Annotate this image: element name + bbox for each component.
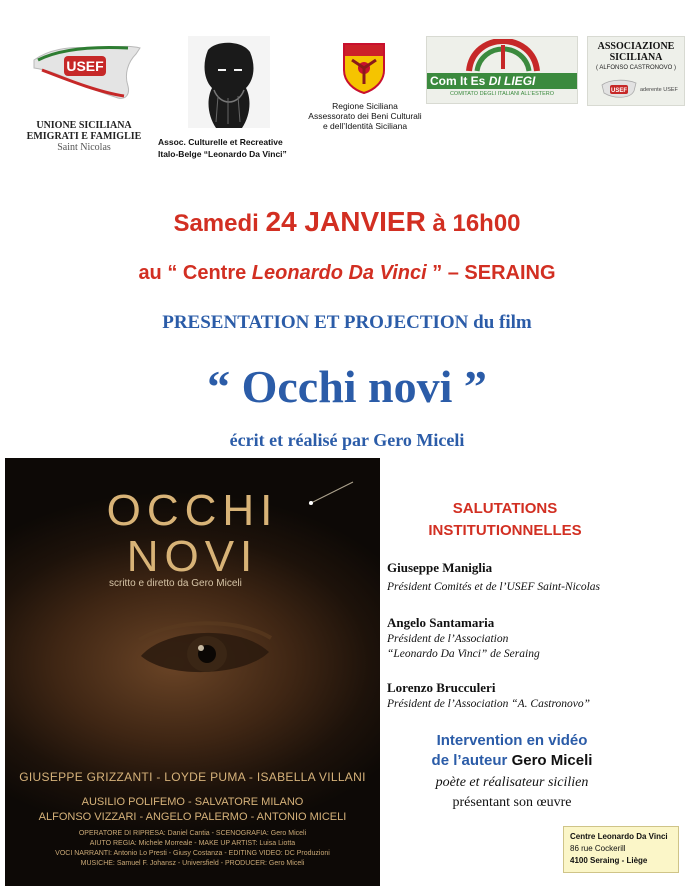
date-post: à 16h00 xyxy=(425,210,521,237)
poster-cast-2: AUSILIO POLIFEMO - SALVATORE MILANO xyxy=(81,796,304,808)
address-box xyxy=(563,826,679,873)
person-role: Président Comités et de l’USEF Saint-Nicolas xyxy=(387,581,601,593)
regione-line3: e dell’Identità Siciliana xyxy=(322,121,408,131)
film-poster xyxy=(5,458,380,886)
eye-icon xyxy=(135,618,275,688)
date-big: 24 JANVIER xyxy=(265,206,426,237)
leonardo-caption xyxy=(158,136,328,160)
leonardo-portrait-logo xyxy=(188,36,270,128)
address-line3: 4100 Seraing - Liège xyxy=(570,856,648,865)
poster-title xyxy=(5,488,380,580)
venue-ital: Leonardo Da Vinci xyxy=(251,262,427,284)
associazione-siciliana-logo xyxy=(587,36,685,106)
comites-sub: COMITATO DEGLI ITALIANI ALL’ESTERO xyxy=(449,91,555,97)
intervention-line2-pre: de l’auteur xyxy=(431,752,512,769)
regione-caption xyxy=(300,101,430,131)
person-name: Giuseppe Maniglia xyxy=(387,560,493,575)
leonardo-portrait-icon xyxy=(188,36,270,128)
salutations-heading xyxy=(400,498,610,542)
intervention-heading xyxy=(387,731,637,771)
credit-pre: écrit et réalisé par xyxy=(229,430,374,450)
regione-line1: Regione Siciliana xyxy=(332,101,398,111)
presentation-rest: du film xyxy=(468,312,532,333)
usef-caption xyxy=(20,120,148,153)
address-line2: 86 rue Cockerill xyxy=(570,844,626,853)
poster-title-line1: OCCHI xyxy=(106,486,279,535)
date-pre: Samedi xyxy=(173,210,266,237)
author-description: poète et réalisateur sicilien xyxy=(435,775,589,790)
usef-line1: UNIONE SICILIANA xyxy=(36,120,132,131)
person-name: Angelo Santamaria xyxy=(387,615,495,630)
credit-name: Gero Miceli xyxy=(373,430,465,450)
poster-crew-4: MUSICHE: Samuel F. Johansz - Universfield - PRODUCER: Gero Miceli xyxy=(80,860,305,867)
poster-crew-2: AIUTO REGIA: Michele Morreale - MAKE UP ARTIST: Luisa Liotta xyxy=(89,840,296,847)
usef-logo xyxy=(20,36,148,166)
salutations-heading-2: INSTITUTIONNELLES xyxy=(428,522,582,539)
address-line1: Centre Leonardo Da Vinci xyxy=(570,832,668,841)
event-date xyxy=(0,206,694,238)
svg-text:USEF: USEF xyxy=(610,88,628,94)
presentation-caps: PRESENTATION ET PROJECTION xyxy=(162,312,469,333)
poster-crew-3: VOCI NARRANTI: Antonio Lo Presti - Giusy Costanza - EDITING VIDEO: DC Produzioni xyxy=(55,850,330,857)
event-venue xyxy=(0,262,694,285)
venue-post: ” – SERAING xyxy=(426,262,556,284)
poster-title-line2: NOVI xyxy=(126,532,259,581)
presentation-line xyxy=(0,312,694,334)
person-name: Lorenzo Brucculeri xyxy=(387,680,496,695)
usef-line2: EMIGRATI E FAMIGLIE xyxy=(26,131,142,142)
salutations-heading-1: SALUTATIONS xyxy=(452,500,558,517)
author-work-line: présentant son œuvre xyxy=(452,795,572,810)
svg-text:USEF: USEF xyxy=(66,58,104,74)
intervention-author: Gero Miceli xyxy=(511,752,593,769)
comites-band-a: Com It Es xyxy=(430,74,489,88)
comites-band xyxy=(427,73,577,89)
comites-liegi-logo xyxy=(426,36,578,104)
assoc-foot: aderente USEF xyxy=(640,87,678,93)
person-role: “Leonardo Da Vinci” de Seraing xyxy=(387,648,540,660)
poster-subtitle: scritto e diretto da Gero Miceli xyxy=(109,578,242,589)
comites-band-b: DI LIEGI xyxy=(488,74,536,88)
comites-emblem-icon xyxy=(463,39,543,73)
person-role: Président de l’Association xyxy=(387,633,509,645)
poster-crew-1: OPERATORE DI RIPRESA: Daniel Cantia - SCENOGRAFIA: Gero Miceli xyxy=(78,830,307,837)
person-role: Président de l’Association “A. Castronovo” xyxy=(387,698,591,710)
venue-pre: au “ Centre xyxy=(138,262,252,284)
leonardo-line2: Italo-Belge “Leonardo Da Vinci” xyxy=(158,149,287,159)
assoc-title xyxy=(588,41,684,63)
intervention-line1: Intervention en vidéo xyxy=(436,732,588,749)
film-title: “ Occhi novi ” xyxy=(207,361,487,412)
film-credit xyxy=(0,430,694,451)
assoc-line2: SICILIANA xyxy=(609,52,663,63)
assoc-usef-mini-logo-icon xyxy=(600,77,638,101)
usef-line3: Saint Nicolas xyxy=(57,142,111,153)
leonardo-line1: Assoc. Culturelle et Recreative xyxy=(158,137,283,147)
regione-siciliana-crest-icon xyxy=(340,40,388,94)
poster-cast-main: GIUSEPPE GRIZZANTI - LOYDE PUMA - ISABELLA VILLANI xyxy=(19,770,366,784)
assoc-sub: ( ALFONSO CASTRONOVO ) xyxy=(595,65,676,71)
regione-line2: Assessorato dei Beni Culturali xyxy=(308,111,422,121)
poster-cast-3: ALFONSO VIZZARI - ANGELO PALERMO - ANTONIO MICELI xyxy=(38,811,347,823)
assoc-line1: ASSOCIAZIONE xyxy=(597,41,675,52)
sicily-map-icon xyxy=(28,40,144,106)
